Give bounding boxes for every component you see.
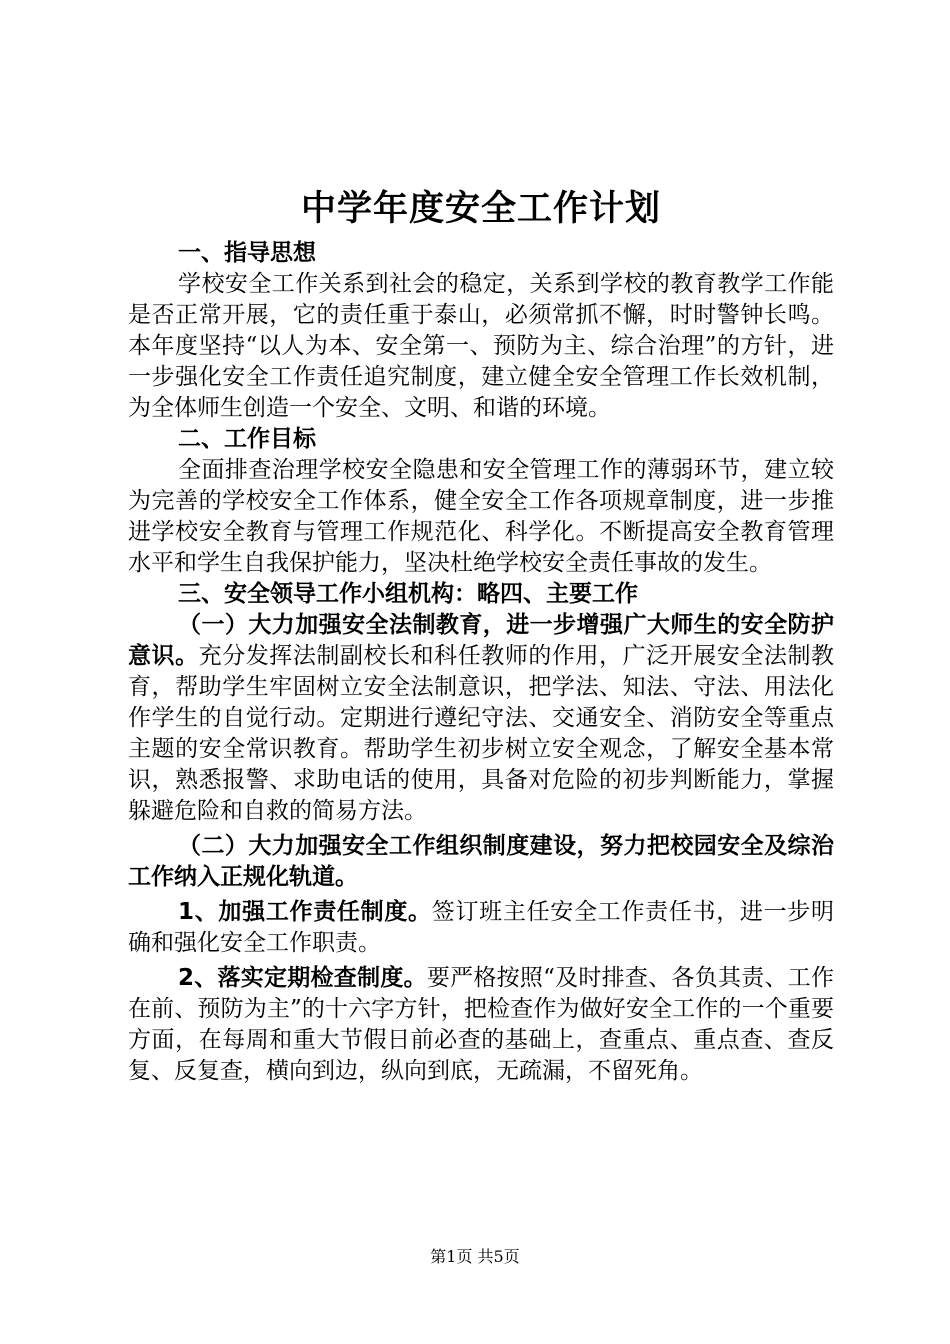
lead-organization-system: （二）大力加强安全工作组织制度建设，努力把校园安全及综治工作纳入正规化轨道。 bbox=[128, 833, 834, 890]
paragraph-organization-system bbox=[128, 831, 834, 893]
lead-legal-education: （一）大力加强安全法制教育，进一步增强广大师生的安全防护意识。 bbox=[128, 612, 834, 669]
section-heading-guiding-ideology: 一、指导思想 bbox=[178, 240, 316, 266]
paragraph-guiding-ideology: 学校安全工作关系到社会的稳定，关系到学校的教育教学工作能是否正常开展，它的责任重于泰山，必须常抓不懈，时时警钟长鸣。本年度坚持“以人为本、安全第一、预防为主、综合治理”的方针，进一步强化安全工作责任追究制度，建立健全安全管理工作长效机制，为全体师生创造一个安全、文明、和谐的环境。 bbox=[128, 271, 834, 421]
paragraph-inspection-system bbox=[128, 963, 834, 1087]
page-footer: 第1页 共5页 bbox=[430, 1247, 520, 1266]
lead-inspection-system: 2、落实定期检查制度。 bbox=[178, 965, 427, 991]
lead-responsibility-system: 1、加强工作责任制度。 bbox=[178, 899, 432, 925]
section-heading-leadership-main-work: 三、安全领导工作小组机构：略四、主要工作 bbox=[178, 581, 638, 607]
paragraph-work-goals: 全面排查治理学校安全隐患和安全管理工作的薄弱环节，建立较为完善的学校安全工作体系，健全安全工作各项规章制度，进一步推进学校安全教育与管理工作规范化、科学化。不断提高安全教育管理水平和学生自我保护能力，坚决杜绝学校安全责任事故的发生。 bbox=[128, 457, 834, 576]
section-heading-work-goals: 二、工作目标 bbox=[178, 426, 316, 452]
paragraph-responsibility-system bbox=[128, 897, 834, 959]
body-responsibility-system: 签订班主任安全工作责任书，进一步明确和强化安全工作职责。 bbox=[128, 899, 834, 956]
document-page bbox=[128, 180, 834, 1087]
body-inspection-system: 要严格按照“及时排查、各负其责、工作在前、预防为主”的十六字方针，把检查作为做好安全工作的一个重要方面，在每周和重大节假日前必查的基础上，查重点、重点查、查反复、反复查，横向到边，纵向到底，无疏漏，不留死角。 bbox=[128, 965, 834, 1084]
body-legal-education: 充分发挥法制副校长和科任教师的作用，广泛开展安全法制教育，帮助学生牢固树立安全法制意识，把学法、知法、守法、用法化作学生的自觉行动。定期进行遵纪守法、交通安全、消防安全等重点主题的安全常识教育。帮助学生初步树立安全观念，了解安全基本常识，熟悉报警、求助电话的使用，具备对危险的初步判断能力，掌握躲避危险和自救的简易方法。 bbox=[128, 643, 835, 824]
paragraph-legal-education bbox=[128, 610, 834, 827]
document-title: 中学年度安全工作计划 bbox=[300, 189, 661, 229]
